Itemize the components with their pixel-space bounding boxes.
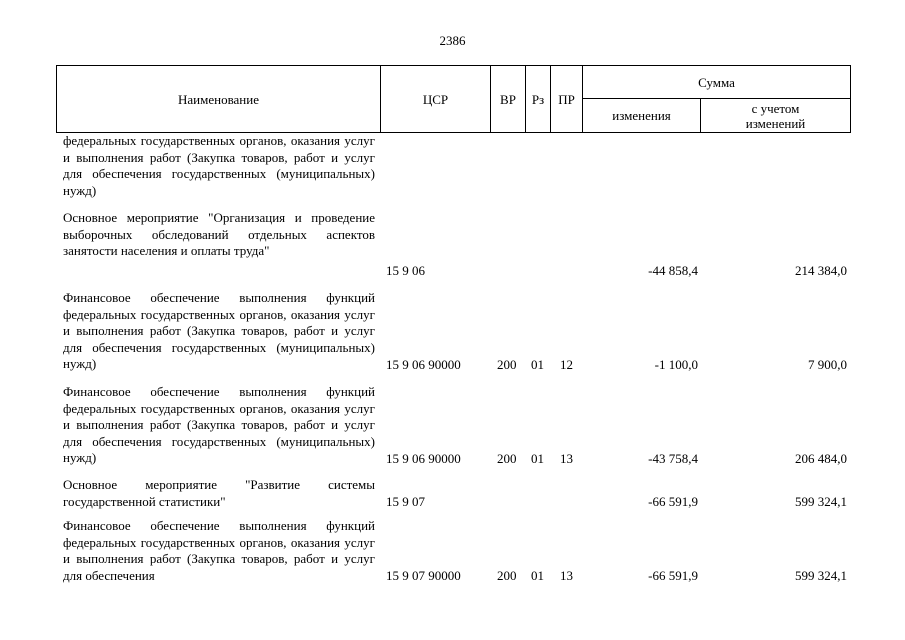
row-csr: 15 9 07 [386,494,425,509]
row-change: -44 858,4 [648,263,698,278]
row-csr: 15 9 07 90000 [386,568,461,583]
header-rz: Рз [531,91,545,107]
row-name: федеральных государственных органов, оказания услуг и выполнения работ (Закупка товаров, работ и услуг для обеспечения государственных (муниципальных) нужд) [63,133,375,198]
row-rz: 01 [531,568,544,583]
header-total-line2: изменений [745,115,806,131]
row-rz: 01 [531,357,544,372]
row-change: -66 591,9 [648,568,698,583]
header-vr: ВР [500,91,516,107]
row-csr: 15 9 06 90000 [386,451,461,466]
header-pr: ПР [558,91,575,107]
row-name: Основное мероприятие "Организация и проведение выборочных обследований отдельных аспектов занятости населения и оплаты труда" [63,210,375,258]
page-number: 2386 [439,33,466,48]
row-change: -1 100,0 [654,357,698,372]
row-total: 599 324,1 [795,568,847,583]
row-pr: 13 [560,451,573,466]
row-total: 7 900,0 [808,357,847,372]
header-csr: ЦСР [422,91,449,107]
row-total: 599 324,1 [795,494,847,509]
header-name: Наименование [178,91,259,107]
row-name: Финансовое обеспечение выполнения функций федеральных государственных органов, оказания услуг и выполнения работ (Закупка товаров, работ и услуг для обеспечения государственных (муниципальных) нужд) [63,384,375,465]
row-rz: 01 [531,451,544,466]
row-pr: 12 [560,357,573,372]
header-total-line1: с учетом [751,100,800,116]
row-csr: 15 9 06 [386,263,425,278]
row-total: 206 484,0 [795,451,847,466]
row-name: Финансовое обеспечение выполнения функций федеральных государственных органов, оказания услуг и выполнения работ (Закупка товаров, работ и услуг для обеспечения государственных (муниципальных) нужд) [63,290,375,371]
row-vr: 200 [497,451,517,466]
row-change: -66 591,9 [648,494,698,509]
header-sum: Сумма [698,74,735,90]
row-total: 214 384,0 [795,263,847,278]
row-change: -43 758,4 [648,451,698,466]
row-name: Основное мероприятие "Развитие системы государственной статистики" [63,477,375,509]
row-name: Финансовое обеспечение выполнения функций федеральных государственных органов, оказания услуг и выполнения работ (Закупка товаров, работ и услуг для обеспечения [63,518,375,583]
row-pr: 13 [560,568,573,583]
header-right-border [850,65,851,133]
header-total [701,99,850,132]
row-vr: 200 [497,568,517,583]
header-change: изменения [612,108,671,123]
row-vr: 200 [497,357,517,372]
row-csr: 15 9 06 90000 [386,357,461,372]
